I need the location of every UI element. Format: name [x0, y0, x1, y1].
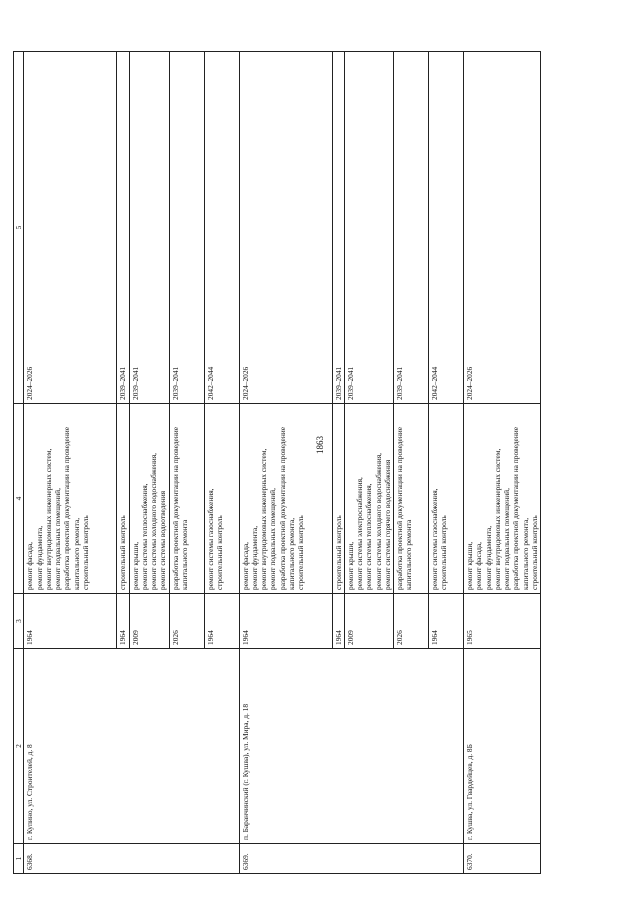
column-number-header: 3: [14, 594, 24, 649]
work-description: ремонт крыши, ремонт фасада, ремонт фундамента, ремонт внутридомовых инженерных систем, ремонт подвальных помещений, разработка проектной документации на проведение капитального ремонта, строительный контроль: [464, 404, 541, 594]
work-description: строительный контроль: [332, 404, 344, 594]
term-value: 2042–2044: [204, 52, 239, 404]
work-description: ремонт системы газоснабжения, строительный контроль: [429, 404, 464, 594]
column-number-header: 2: [14, 649, 24, 844]
year-value: 1964: [332, 594, 344, 649]
year-value: 2026: [169, 594, 204, 649]
term-value: 2024–2026: [24, 52, 117, 404]
year-value: 1964: [204, 594, 239, 649]
building-number: 6368.: [24, 844, 239, 874]
term-value: 2024–2026: [464, 52, 541, 404]
work-description: ремонт крыши, ремонт системы электроснабжения, ремонт системы теплоснабжения, ремонт системы холодного водоснабжения, ремонт системы горячего водоснабжения: [344, 404, 393, 594]
repair-schedule-table: [13, 51, 541, 874]
term-value: 2039–2041: [332, 52, 344, 404]
building-address: г. Купино, ул. Строителей, д. 8: [24, 649, 239, 844]
work-description: ремонт системы газоснабжения, строительный контроль: [204, 404, 239, 594]
building-number: 6369.: [239, 844, 464, 874]
year-value: 1964: [24, 594, 117, 649]
term-value: 2039–2041: [169, 52, 204, 404]
work-description: разработка проектной документации на проведение капитального ремонта: [394, 404, 429, 594]
table-body: [24, 52, 541, 874]
work-description: строительный контроль: [117, 404, 129, 594]
year-value: 2009: [129, 594, 169, 649]
building-address: г. Кушва, ул. Гвардейцев, д. 8Б: [464, 649, 541, 844]
work-description: ремонт фасада, ремонт фундамента, ремонт внутридомовых инженерных систем, ремонт подвальных помещений, разработка проектной документации на проведение капитального ремонта, строительный контроль: [239, 404, 332, 594]
table-row: [24, 52, 117, 874]
table-row: [239, 52, 332, 874]
year-value: 1964: [239, 594, 332, 649]
term-value: 2039–2041: [394, 52, 429, 404]
year-value: 2026: [394, 594, 429, 649]
year-value: 2009: [344, 594, 393, 649]
column-number-header: 5: [14, 52, 24, 404]
work-description: разработка проектной документации на проведение капитального ремонта: [169, 404, 204, 594]
year-value: 1964: [429, 594, 464, 649]
column-number-header: 1: [14, 844, 24, 874]
column-number-header: 4: [14, 404, 24, 594]
work-description: ремонт фасада, ремонт фундамента, ремонт внутридомовых инженерных систем, ремонт подвальных помещений, разработка проектной документации на проведение капитального ремонта, строительный контроль: [24, 404, 117, 594]
page-number: 1863: [315, 436, 325, 454]
term-value: 2039–2041: [117, 52, 129, 404]
year-value: 1965: [464, 594, 541, 649]
year-value: 1964: [117, 594, 129, 649]
building-address: п. Баранчинский (г. Кушва), ул. Мира, д. 18: [239, 649, 464, 844]
term-value: 2042–2044: [429, 52, 464, 404]
repair-schedule-table-wrapper: [13, 52, 539, 874]
table-row: [464, 52, 541, 874]
term-value: 2039–2041: [344, 52, 393, 404]
column-number-row: [14, 52, 24, 874]
work-description: ремонт крыши, ремонт системы теплоснабжения, ремонт системы холодного водоснабжения, ремонт системы водоотведения: [129, 404, 169, 594]
term-value: 2039–2041: [129, 52, 169, 404]
term-value: 2024–2026: [239, 52, 332, 404]
building-number: 6370.: [464, 844, 541, 874]
